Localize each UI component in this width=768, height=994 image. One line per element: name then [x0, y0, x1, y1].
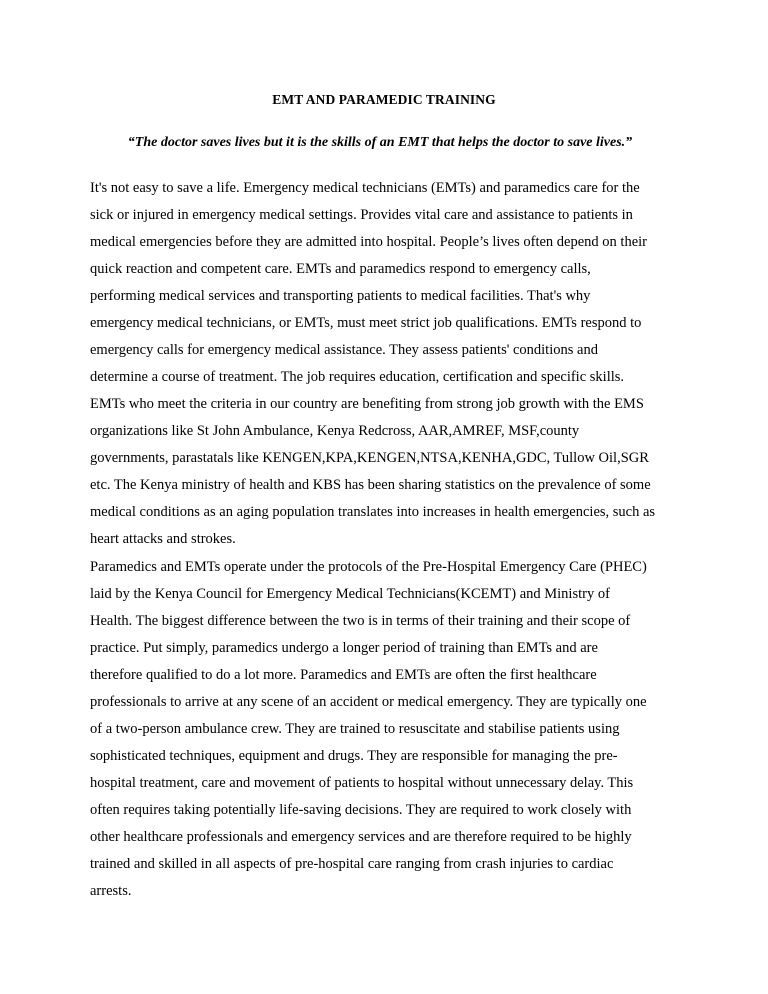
text-line: etc. The Kenya ministry of health and KBS has been sharing statistics on the prevalence of some	[90, 477, 651, 493]
text-line: therefore qualified to do a lot more. Paramedics and EMTs are often the first healthcare	[90, 667, 597, 683]
text-line: sophisticated techniques, equipment and drugs. They are responsible for managing the pre-	[90, 748, 618, 764]
text-line: EMTs who meet the criteria in our country are benefiting from strong job growth with the EMS	[90, 396, 644, 412]
text-line: emergency medical technicians, or EMTs, must meet strict job qualifications. EMTs respond to	[90, 315, 642, 331]
document-title: EMT AND PARAMEDIC TRAINING	[272, 92, 496, 107]
text-line: determine a course of treatment. The job requires education, certification and specific skills.	[90, 369, 625, 385]
text-line: heart attacks and strokes.	[90, 531, 236, 547]
text-line: other healthcare professionals and emergency services and are therefore required to be highly	[90, 829, 632, 845]
text-line: performing medical services and transporting patients to medical facilities. That's why	[90, 288, 591, 304]
text-line: trained and skilled in all aspects of pre-hospital care ranging from crash injuries to cardiac	[90, 856, 614, 872]
text-line: often requires taking potentially life-saving decisions. They are required to work closely with	[90, 802, 632, 818]
text-line: governments, parastatals like KENGEN,KPA,KENGEN,NTSA,KENHA,GDC, Tullow Oil,SGR	[90, 450, 649, 466]
text-line: quick reaction and competent care. EMTs and paramedics respond to emergency calls,	[90, 261, 591, 277]
text-line: hospital treatment, care and movement of patients to hospital without unnecessary delay. This	[90, 775, 634, 791]
text-line: emergency calls for emergency medical assistance. They assess patients' conditions and	[90, 342, 598, 358]
text-line: sick or injured in emergency medical settings. Provides vital care and assistance to patients in	[90, 207, 633, 223]
text-line: organizations like St John Ambulance, Kenya Redcross, AAR,AMREF, MSF,county	[90, 423, 580, 439]
text-line: medical conditions as an aging population translates into increases in health emergencies, such as	[90, 504, 656, 520]
text-line: medical emergencies before they are admitted into hospital. People’s lives often depend on their	[90, 234, 647, 250]
document-quote: “The doctor saves lives but it is the skills of an EMT that helps the doctor to save lives.”	[127, 135, 633, 150]
text-line: It's not easy to save a life. Emergency medical technicians (EMTs) and paramedics care for the	[90, 180, 640, 196]
text-line: Health. The biggest difference between the two is in terms of their training and their scope of	[90, 613, 631, 629]
text-line: laid by the Kenya Council for Emergency Medical Technicians(KCEMT) and Ministry of	[90, 586, 610, 602]
text-line: of a two-person ambulance crew. They are trained to resuscitate and stabilise patients using	[90, 721, 620, 737]
text-line: practice. Put simply, paramedics undergo a longer period of training than EMTs and are	[90, 640, 598, 656]
text-line: Paramedics and EMTs operate under the protocols of the Pre-Hospital Emergency Care (PHEC)	[90, 559, 647, 575]
text-line: arrests.	[90, 883, 132, 899]
text-line: professionals to arrive at any scene of an accident or medical emergency. They are typically one	[90, 694, 647, 710]
